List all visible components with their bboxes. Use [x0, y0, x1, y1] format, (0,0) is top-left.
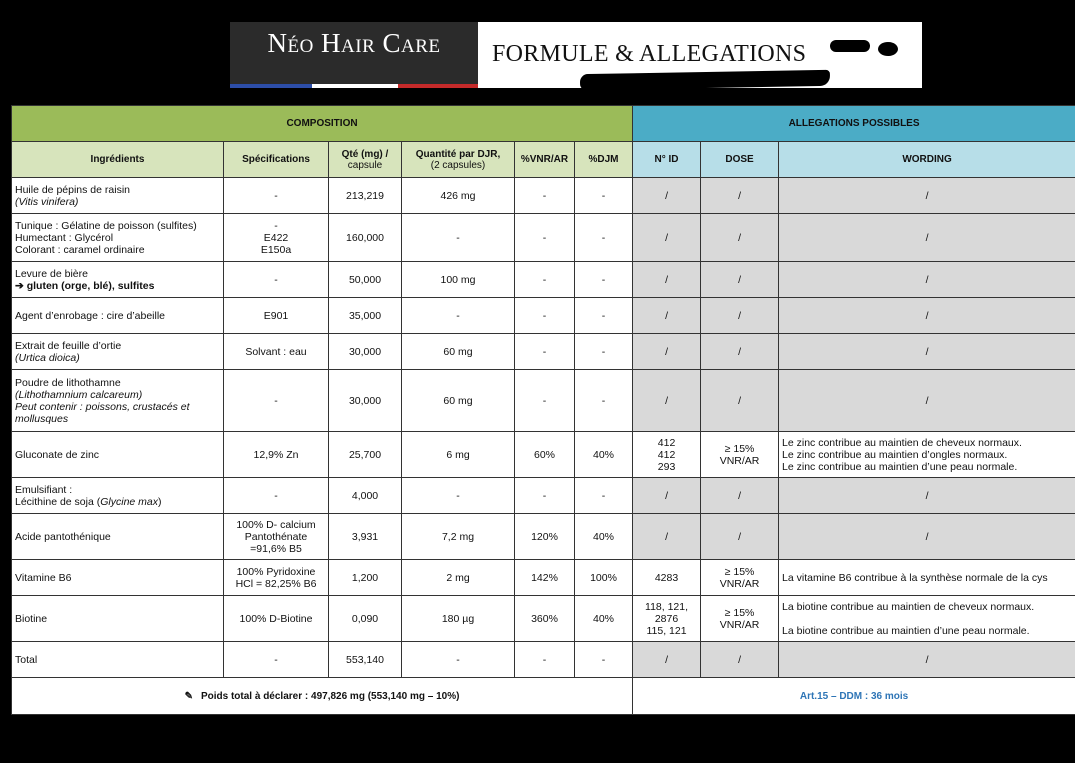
- djm-cell: 40%: [575, 596, 633, 642]
- vnr-cell: -: [515, 262, 575, 298]
- spec-cell: Solvant : eau: [224, 334, 329, 370]
- qty-cell: 3,931: [329, 514, 402, 560]
- col-specifications: Spécifications: [224, 142, 329, 178]
- qty-cell: 1,200: [329, 560, 402, 596]
- table-row: [12, 370, 1075, 432]
- wording-cell: La biotine contribue au maintien de cheveux normaux. La biotine contribue au maintien d’une peau normale.: [779, 596, 1075, 642]
- vnr-cell: 60%: [515, 432, 575, 478]
- wording-cell: /: [779, 262, 1075, 298]
- vnr-cell: 142%: [515, 560, 575, 596]
- nid-cell: /: [633, 178, 701, 214]
- col-djm: %DJM: [575, 142, 633, 178]
- col-wording: WORDING: [779, 142, 1075, 178]
- djm-cell: -: [575, 262, 633, 298]
- vnr-cell: -: [515, 478, 575, 514]
- dose-cell: /: [701, 514, 779, 560]
- ingredient-cell: Emulsifiant : Lécithine de soja (Glycine max): [12, 478, 224, 514]
- qty-cell: 0,090: [329, 596, 402, 642]
- col-dose: DOSE: [701, 142, 779, 178]
- qty-cell: 4,000: [329, 478, 402, 514]
- dose-cell: /: [701, 262, 779, 298]
- ddm-note: Art.15 – DDM : 36 mois: [633, 678, 1075, 715]
- qty-cell: 25,700: [329, 432, 402, 478]
- table-row: [12, 432, 1075, 478]
- spec-cell: 12,9% Zn: [224, 432, 329, 478]
- djr-cell: 60 mg: [402, 370, 515, 432]
- djr-cell: 7,2 mg: [402, 514, 515, 560]
- nid-cell: /: [633, 334, 701, 370]
- vnr-cell: 120%: [515, 514, 575, 560]
- table-row: [12, 214, 1075, 262]
- table-row: [12, 642, 1075, 678]
- djm-cell: -: [575, 178, 633, 214]
- qty-cell: 213,219: [329, 178, 402, 214]
- wording-cell: /: [779, 334, 1075, 370]
- redaction-mark-2: [830, 40, 870, 52]
- col-vnr: %VNR/AR: [515, 142, 575, 178]
- col-ingredients: Ingrédients: [12, 142, 224, 178]
- dose-cell: ≥ 15% VNR/AR: [701, 432, 779, 478]
- djm-cell: -: [575, 334, 633, 370]
- flag-blue-stripe: [230, 84, 312, 88]
- qty-cell: 553,140: [329, 642, 402, 678]
- djm-cell: -: [575, 370, 633, 432]
- vnr-cell: -: [515, 642, 575, 678]
- spec-cell: 100% Pyridoxine HCl = 82,25% B6: [224, 560, 329, 596]
- djr-cell: 6 mg: [402, 432, 515, 478]
- ingredient-cell: Poudre de lithothamne (Lithothamnium calcareum) Peut contenir : poissons, crustacés et mollusques: [12, 370, 224, 432]
- wording-cell: La vitamine B6 contribue à la synthèse normale de la cys: [779, 560, 1075, 596]
- djm-cell: 40%: [575, 514, 633, 560]
- ingredient-cell: Gluconate de zinc: [12, 432, 224, 478]
- spec-cell: -: [224, 370, 329, 432]
- table-row: [12, 178, 1075, 214]
- nid-cell: 412 412 293: [633, 432, 701, 478]
- table-row: [12, 596, 1075, 642]
- vnr-cell: -: [515, 370, 575, 432]
- spec-cell: -: [224, 478, 329, 514]
- nid-cell: 118, 121, 2876 115, 121: [633, 596, 701, 642]
- qty-cell: 50,000: [329, 262, 402, 298]
- dose-cell: /: [701, 370, 779, 432]
- vnr-cell: -: [515, 334, 575, 370]
- nid-cell: /: [633, 642, 701, 678]
- vnr-cell: -: [515, 178, 575, 214]
- dose-cell: /: [701, 334, 779, 370]
- dose-cell: ≥ 15% VNR/AR: [701, 560, 779, 596]
- wording-cell: /: [779, 514, 1075, 560]
- col-nid: N° ID: [633, 142, 701, 178]
- nid-cell: /: [633, 298, 701, 334]
- djr-cell: 60 mg: [402, 334, 515, 370]
- nid-cell: 4283: [633, 560, 701, 596]
- col-quantity: Qté (mg) / capsule: [329, 142, 402, 178]
- redaction-mark-3: [878, 42, 898, 56]
- ingredient-cell: Huile de pépins de raisin (Vitis vinifera): [12, 178, 224, 214]
- vnr-cell: -: [515, 298, 575, 334]
- nid-cell: /: [633, 514, 701, 560]
- ingredient-cell: Acide pantothénique: [12, 514, 224, 560]
- brand-logo: [230, 22, 478, 88]
- allegations-header: ALLEGATIONS POSSIBLES: [633, 106, 1075, 142]
- djm-cell: 100%: [575, 560, 633, 596]
- qty-cell: 160,000: [329, 214, 402, 262]
- table-row: [12, 334, 1075, 370]
- dose-cell: /: [701, 642, 779, 678]
- djr-cell: -: [402, 298, 515, 334]
- spec-cell: 100% D-Biotine: [224, 596, 329, 642]
- table-row: [12, 514, 1075, 560]
- header-banner: [230, 22, 922, 88]
- table-row: [12, 262, 1075, 298]
- table-row: [12, 478, 1075, 514]
- spec-cell: 100% D- calcium Pantothénate =91,6% B5: [224, 514, 329, 560]
- spec-cell: -: [224, 642, 329, 678]
- spec-cell: -: [224, 262, 329, 298]
- total-weight-note: ✎ Poids total à déclarer : 497,826 mg (553,140 mg – 10%): [12, 678, 633, 715]
- djr-cell: -: [402, 642, 515, 678]
- dose-cell: /: [701, 214, 779, 262]
- column-header-row: [12, 142, 1075, 178]
- nid-cell: /: [633, 478, 701, 514]
- wording-cell: /: [779, 478, 1075, 514]
- djr-cell: -: [402, 214, 515, 262]
- ingredient-cell: Biotine: [12, 596, 224, 642]
- ingredient-cell: Extrait de feuille d’ortie (Urtica dioica): [12, 334, 224, 370]
- spec-cell: - E422 E150a: [224, 214, 329, 262]
- composition-header: COMPOSITION: [12, 106, 633, 142]
- qty-cell: 35,000: [329, 298, 402, 334]
- logo-text: Néo Hair Care: [267, 28, 441, 58]
- djm-cell: 40%: [575, 432, 633, 478]
- pencil-icon: ✎: [184, 690, 193, 702]
- footer-row: [12, 678, 1075, 715]
- ingredient-cell: Tunique : Gélatine de poisson (sulfites) Humectant : Glycérol Colorant : caramel ordinaire: [12, 214, 224, 262]
- dose-cell: /: [701, 298, 779, 334]
- dose-cell: ≥ 15% VNR/AR: [701, 596, 779, 642]
- ingredient-cell: Total: [12, 642, 224, 678]
- qty-cell: 30,000: [329, 334, 402, 370]
- table-row: [12, 298, 1075, 334]
- vnr-cell: -: [515, 214, 575, 262]
- djm-cell: -: [575, 478, 633, 514]
- nid-cell: /: [633, 214, 701, 262]
- flag-white-stripe: [312, 84, 398, 88]
- spec-cell: E901: [224, 298, 329, 334]
- wording-cell: /: [779, 370, 1075, 432]
- djm-cell: -: [575, 298, 633, 334]
- djr-cell: 2 mg: [402, 560, 515, 596]
- spec-cell: -: [224, 178, 329, 214]
- ingredient-cell: Agent d’enrobage : cire d’abeille: [12, 298, 224, 334]
- page-title: FORMULE & ALLEGATIONS: [492, 41, 807, 67]
- djr-cell: -: [402, 478, 515, 514]
- ingredient-cell: Vitamine B6: [12, 560, 224, 596]
- djm-cell: -: [575, 214, 633, 262]
- qty-cell: 30,000: [329, 370, 402, 432]
- djr-cell: 426 mg: [402, 178, 515, 214]
- djr-cell: 100 mg: [402, 262, 515, 298]
- djr-cell: 180 µg: [402, 596, 515, 642]
- wording-cell: /: [779, 178, 1075, 214]
- dose-cell: /: [701, 478, 779, 514]
- ingredient-cell: Levure de bière ➔ gluten (orge, blé), sulfites: [12, 262, 224, 298]
- dose-cell: /: [701, 178, 779, 214]
- wording-cell: /: [779, 642, 1075, 678]
- wording-cell: /: [779, 214, 1075, 262]
- djm-cell: -: [575, 642, 633, 678]
- table-row: [12, 560, 1075, 596]
- vnr-cell: 360%: [515, 596, 575, 642]
- group-header-row: [12, 106, 1075, 142]
- nid-cell: /: [633, 262, 701, 298]
- nid-cell: /: [633, 370, 701, 432]
- formula-table: [11, 105, 1075, 715]
- wording-cell: Le zinc contribue au maintien de cheveux normaux. Le zinc contribue au maintien d’ongles normaux. Le zinc contribue au maintien d’une peau normale.: [779, 432, 1075, 478]
- wording-cell: /: [779, 298, 1075, 334]
- col-djr: Quantité par DJR, (2 capsules): [402, 142, 515, 178]
- flag-red-stripe: [398, 84, 478, 88]
- redaction-mark: [580, 70, 830, 90]
